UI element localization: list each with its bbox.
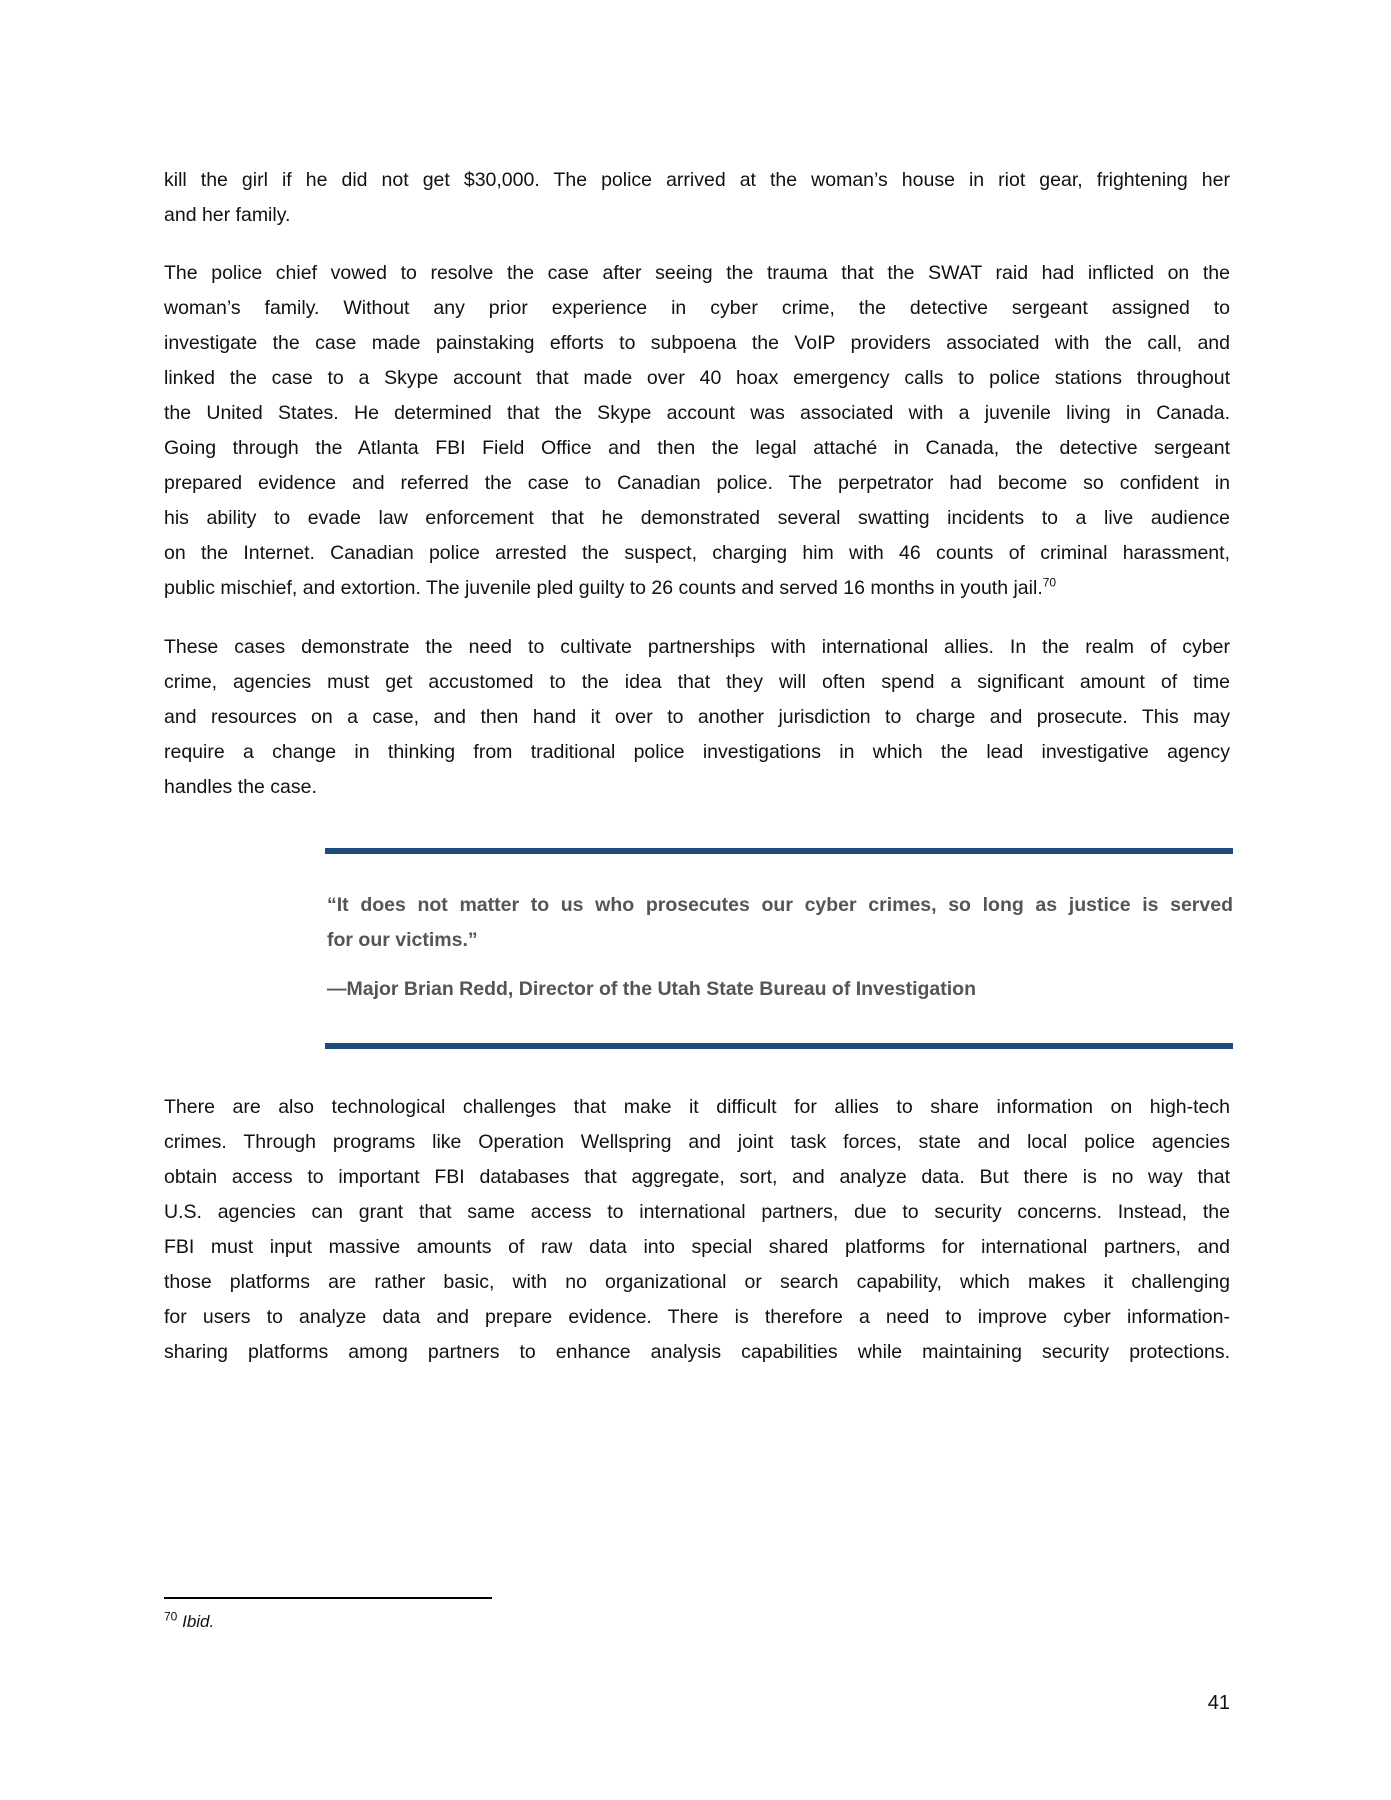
text-line: his ability to evade law enforcement that he demonstrated several swatting incidents to a live audience — [164, 507, 1230, 529]
text-line: FBI must input massive amounts of raw data into special shared platforms for international partners, and — [164, 1236, 1230, 1258]
text-line: woman’s family. Without any prior experience in cyber crime, the detective sergeant assigned to — [164, 297, 1230, 319]
text-line: sharing platforms among partners to enhance analysis capabilities while maintaining security protections. — [164, 1341, 1230, 1363]
pullquote-top-rule — [325, 848, 1233, 854]
text-line: prepared evidence and referred the case to Canadian police. The perpetrator had become so confident in — [164, 472, 1230, 494]
text-line-with-footnote — [164, 571, 1230, 606]
text-line: for users to analyze data and prepare evidence. There is therefore a need to improve cyber information- — [164, 1306, 1230, 1328]
text-line: These cases demonstrate the need to cultivate partnerships with international allies. In the realm of cyber — [164, 636, 1230, 658]
page-number: 41 — [1207, 1692, 1230, 1714]
text-line: handles the case. — [164, 776, 317, 798]
text-line: on the Internet. Canadian police arrested the suspect, charging him with 46 counts of criminal harassment, — [164, 542, 1230, 564]
text-line: crime, agencies must get accustomed to the idea that they will often spend a significant amount of time — [164, 671, 1230, 693]
text-line: obtain access to important FBI databases that aggregate, sort, and analyze data. But there is no way that — [164, 1166, 1230, 1188]
footnote-number: 70 — [164, 1609, 178, 1624]
pullquote — [327, 888, 1233, 1007]
text-line: crimes. Through programs like Operation Wellspring and joint task forces, state and local police agencies — [164, 1131, 1230, 1153]
footnote — [164, 1609, 215, 1632]
pullquote-bottom-rule — [325, 1043, 1233, 1049]
quote-attribution: —Major Brian Redd, Director of the Utah State Bureau of Investigation — [327, 978, 976, 1000]
quote-line: for our victims.” — [327, 929, 478, 951]
text-line: and her family. — [164, 204, 291, 226]
quote-line: “It does not matter to us who prosecutes our cyber crimes, so long as justice is served — [327, 894, 1233, 916]
text-line: the United States. He determined that the Skype account was associated with a juvenile living in Canada. — [164, 402, 1230, 424]
text-line: public mischief, and extortion. The juvenile pled guilty to 26 counts and served 16 months in youth jail. — [164, 577, 1043, 599]
text-line: The police chief vowed to resolve the case after seeing the trauma that the SWAT raid had inflicted on the — [164, 262, 1230, 284]
text-line: U.S. agencies can grant that same access to international partners, due to security concerns. Instead, the — [164, 1201, 1230, 1223]
text-line: investigate the case made painstaking efforts to subpoena the VoIP providers associated with the call, and — [164, 332, 1230, 354]
text-line: Going through the Atlanta FBI Field Office and then the legal attaché in Canada, the detective sergeant — [164, 437, 1230, 459]
paragraph-4 — [164, 1090, 1230, 1370]
footnote-text: Ibid. — [182, 1612, 215, 1631]
text-line: and resources on a case, and then hand it over to another jurisdiction to charge and prosecute. This may — [164, 706, 1230, 728]
text-line: those platforms are rather basic, with no organizational or search capability, which makes it challenging — [164, 1271, 1230, 1293]
text-line: linked the case to a Skype account that made over 40 hoax emergency calls to police stations throughout — [164, 367, 1230, 389]
paragraph-3 — [164, 630, 1230, 805]
footnote-ref[interactable]: 70 — [1042, 575, 1057, 590]
paragraph-2 — [164, 256, 1230, 606]
text-line: There are also technological challenges that make it difficult for allies to share information on high-tech — [164, 1096, 1230, 1118]
footnote-separator — [164, 1597, 492, 1599]
text-line: kill the girl if he did not get $30,000. The police arrived at the woman’s house in riot gear, frightening her — [164, 169, 1230, 191]
paragraph-1 — [164, 163, 1230, 233]
text-line: require a change in thinking from traditional police investigations in which the lead investigative agency — [164, 741, 1230, 763]
